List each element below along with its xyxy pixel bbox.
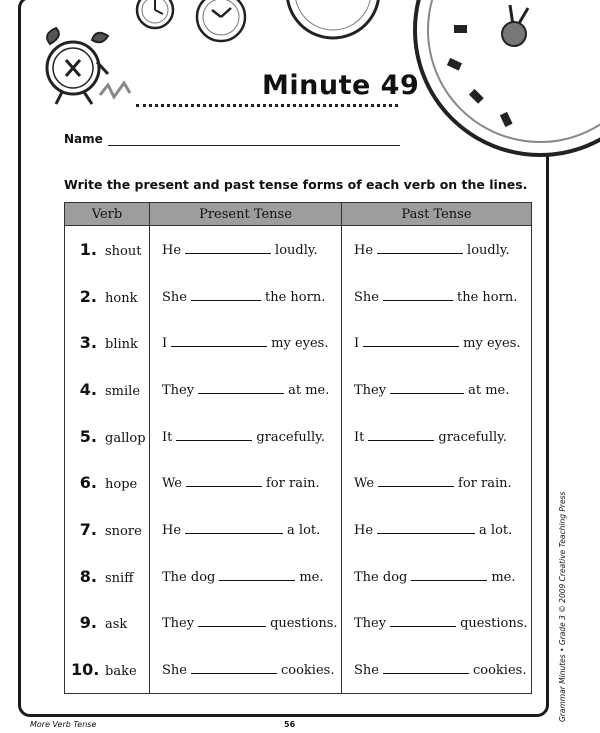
present-tense-cell [150,273,342,320]
small-clock-icon-2 [197,0,245,41]
past-tense-cell [342,226,532,273]
item-number: 1. [79,239,97,259]
sentence-end: me. [491,569,516,585]
present-tense-cell [150,646,342,693]
verb-cell [65,273,150,320]
sentence-start: I [162,336,168,352]
header-past: Past Tense [342,203,532,226]
sentence-end: the horn. [264,289,326,305]
table-row [65,553,532,600]
sentence-end: for rain. [458,476,512,492]
past-answer-blank[interactable] [377,521,475,534]
page-title: Minute 49 [262,70,420,101]
sentence-start: They [354,382,387,398]
sentence-end: me. [299,569,324,585]
past-answer-blank[interactable] [390,614,456,627]
verb-cell [65,646,150,693]
past-answer-blank[interactable] [363,334,459,347]
sentence-start: He [354,242,374,258]
verb-word: blink [105,337,138,353]
past-tense-cell [342,459,532,506]
sentence-start: He [162,522,182,538]
present-tense-cell [150,319,342,366]
sentence-start: They [162,616,195,632]
sentence-end: a lot. [479,522,513,538]
verb-word: shout [105,243,142,259]
past-answer-blank[interactable] [378,474,454,487]
sentence-start: She [354,663,379,679]
present-answer-blank[interactable] [185,241,271,254]
verb-table [64,202,532,694]
verb-word: hope [105,477,138,493]
large-clock-icon [415,0,600,155]
present-answer-blank[interactable] [171,334,267,347]
present-answer-blank[interactable] [176,428,252,441]
past-tense-cell [342,506,532,553]
sentence-start: We [354,476,375,492]
sentence-end: cookies. [280,663,335,679]
sentence-end: gracefully. [438,429,507,445]
verb-cell [65,319,150,366]
alarm-clock-icon [47,28,130,104]
name-field[interactable] [108,145,400,146]
present-tense-cell [150,413,342,460]
table-row [65,273,532,320]
sentence-end: loudly. [467,242,510,258]
sentence-end: questions. [270,616,338,632]
past-tense-cell [342,319,532,366]
verb-word: sniff [105,570,134,586]
header-present: Present Tense [150,203,342,226]
present-tense-cell [150,366,342,413]
item-number: 10. [71,660,100,680]
verb-cell [65,226,150,273]
instructions: Write the present and past tense forms of each verb on the lines. [64,177,528,192]
table-row [65,506,532,553]
verb-word: smile [105,383,141,399]
verb-word: bake [105,664,137,680]
sentence-end: a lot. [287,522,321,538]
past-answer-blank[interactable] [377,241,463,254]
present-answer-blank[interactable] [219,568,295,581]
verb-cell [65,600,150,647]
copyright-credit: Grammar Minutes • Grade 3 © 2009 Creative Teaching Press [558,491,567,722]
past-answer-blank[interactable] [368,428,434,441]
sentence-end: gracefully. [256,429,325,445]
footer-section-title: More Verb Tense [30,720,97,729]
past-tense-cell [342,646,532,693]
small-clock-icon-1 [137,0,173,28]
past-tense-cell [342,366,532,413]
present-answer-blank[interactable] [191,288,261,301]
item-number: 8. [79,566,97,586]
item-number: 6. [79,473,97,493]
sentence-start: He [162,242,182,258]
present-answer-blank[interactable] [186,474,262,487]
item-number: 4. [79,379,97,399]
item-number: 9. [79,613,97,633]
item-number: 2. [79,286,97,306]
sentence-end: for rain. [266,476,320,492]
present-tense-cell [150,600,342,647]
present-tense-cell [150,553,342,600]
sentence-end: at me. [468,382,510,398]
sentence-start: The dog [354,569,408,585]
sentence-start: He [354,522,374,538]
sentence-start: She [162,663,187,679]
small-clock-icon-3 [287,0,379,38]
verb-word: ask [105,617,128,633]
table-row [65,600,532,647]
present-answer-blank[interactable] [198,381,284,394]
present-tense-cell [150,226,342,273]
past-tense-cell [342,413,532,460]
sentence-end: my eyes. [271,336,329,352]
table-row [65,459,532,506]
verb-word: honk [105,290,138,306]
header-verb: Verb [65,203,150,226]
table-header-row [65,203,532,226]
item-number: 7. [79,519,97,539]
table-row [65,366,532,413]
sentence-end: my eyes. [463,336,521,352]
past-tense-cell [342,273,532,320]
sentence-start: The dog [162,569,216,585]
item-number: 3. [79,333,97,353]
title-dotted-rule [136,104,398,107]
past-answer-blank[interactable] [383,661,469,674]
sentence-start: I [354,336,360,352]
present-tense-cell [150,459,342,506]
present-answer-blank[interactable] [198,614,266,627]
name-label: Name [64,132,103,146]
past-answer-blank[interactable] [411,568,487,581]
sentence-end: cookies. [473,663,527,679]
table-row [65,646,532,693]
verb-cell [65,553,150,600]
past-answer-blank[interactable] [383,288,453,301]
verb-word: snore [105,523,142,539]
verb-cell [65,459,150,506]
sentence-end: the horn. [457,289,518,305]
table-row [65,319,532,366]
verb-word: gallop [105,430,146,446]
past-answer-blank[interactable] [390,381,464,394]
table-row [65,226,532,273]
sentence-start: She [354,289,379,305]
past-tense-cell [342,600,532,647]
present-answer-blank[interactable] [185,521,283,534]
sentence-start: It [162,429,173,445]
past-tense-cell [342,553,532,600]
page-number: 56 [284,720,296,729]
sentence-start: They [354,616,387,632]
present-answer-blank[interactable] [191,661,277,674]
sentence-start: We [162,476,182,492]
sentence-start: It [354,429,365,445]
sentence-start: She [162,289,187,305]
verb-cell [65,413,150,460]
present-tense-cell [150,506,342,553]
verb-cell [65,366,150,413]
sentence-end: questions. [460,616,528,632]
item-number: 5. [79,426,97,446]
sentence-end: at me. [288,382,330,398]
sentence-start: They [162,382,195,398]
verb-cell [65,506,150,553]
table-row [65,413,532,460]
sentence-end: loudly. [275,242,318,258]
